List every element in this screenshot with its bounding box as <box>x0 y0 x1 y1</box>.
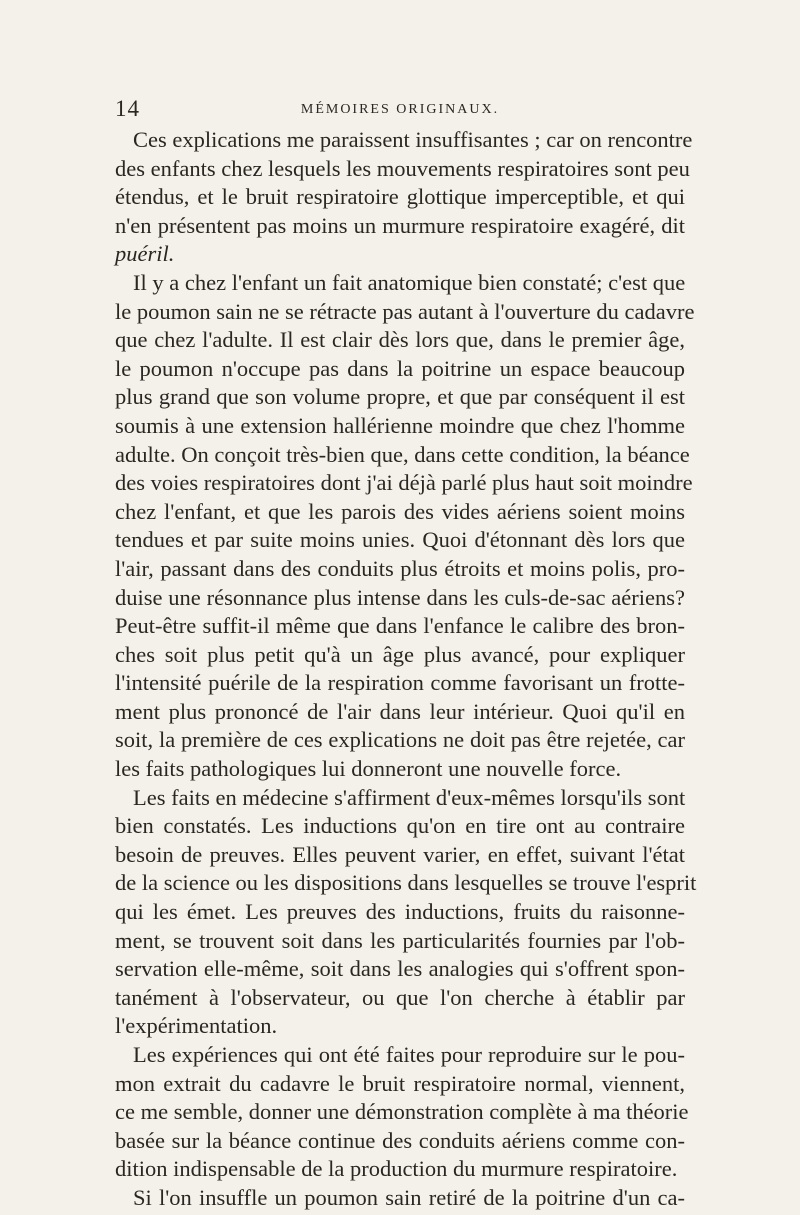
text-line: Si l'on insuffle un poumon sain retiré de la poitrine d'un ca- <box>133 1184 685 1210</box>
text-line: l'intensité puérile de la respiration comme favorisant un frotte- <box>115 670 685 696</box>
text-line: qui les émet. Les preuves des inductions, fruits du raisonne- <box>115 899 685 925</box>
text-line: ment plus prononcé de l'air dans leur intérieur. Quoi qu'il en <box>115 698 685 724</box>
text-line: le poumon sain ne se rétracte pas autant à l'ouverture du cadavre <box>115 298 695 324</box>
text-line: Peut-être suffit-il même que dans l'enfance le calibre des bron- <box>115 613 685 639</box>
paragraph <box>115 784 697 1041</box>
running-title: MÉMOIRES ORIGINAUX. <box>300 102 500 117</box>
paragraph <box>115 126 693 269</box>
paragraph <box>115 1041 689 1184</box>
text-line: servation elle-même, soit dans les analogies qui s'offrent spon- <box>115 956 685 982</box>
text-line: des enfants chez lesquels les mouvements respiratoires sont peu <box>115 155 690 181</box>
paragraph <box>115 1184 685 1213</box>
text-line: de la science ou les dispositions dans lesquelles se trouve l'esprit <box>115 870 697 896</box>
text-line: étendus, et le bruit respiratoire glottique imperceptible, et qui <box>115 184 685 210</box>
text-line: besoin de preuves. Elles peuvent varier, en effet, suivant l'état <box>115 841 685 867</box>
text-line: ce me semble, donner une démonstration complète à ma théorie <box>115 1099 689 1125</box>
text-line: mon extrait du cadavre le bruit respiratoire normal, viennent, <box>115 1070 685 1096</box>
text-line: basée sur la béance continue des conduits aériens comme con- <box>115 1127 685 1153</box>
text-line: tendues et par suite moins unies. Quoi d'étonnant dès lors que <box>115 527 685 553</box>
text-line: tanément à l'observateur, ou que l'on cherche à établir par <box>115 984 685 1010</box>
text-line: que chez l'adulte. Il est clair dès lors que, dans le premier âge, <box>115 327 685 353</box>
text-line: bien constatés. Les inductions qu'on en tire ont au contraire <box>115 813 685 839</box>
text-line: dition indispensable de la production du murmure respiratoire. <box>115 1156 678 1182</box>
text-line: duise une résonnance plus intense dans les culs-de-sac aériens? <box>115 584 685 610</box>
text-line: l'air, passant dans des conduits plus étroits et moins polis, pro- <box>115 555 685 581</box>
text-line: Les faits en médecine s'affirment d'eux-mêmes lorsqu'ils sont <box>133 784 686 810</box>
text-line: ches soit plus petit qu'à un âge plus avancé, pour expliquer <box>115 641 685 667</box>
page-header <box>115 96 685 122</box>
text-line: les faits pathologiques lui donneront une nouvelle force. <box>115 756 622 782</box>
text-line: soumis à une extension hallérienne moindre que chez l'homme <box>115 412 685 438</box>
text-line: ment, se trouvent soit dans les particularités fournies par l'ob- <box>115 927 685 953</box>
body-text <box>115 126 697 1213</box>
page-number: 14 <box>115 96 140 121</box>
text-line: Les expériences qui ont été faites pour reproduire sur le pou- <box>133 1042 685 1067</box>
text-line: Il y a chez l'enfant un fait anatomique bien constaté; c'est que <box>133 269 686 295</box>
text-line: des voies respiratoires dont j'ai déjà parlé plus haut soit moindre <box>115 470 693 496</box>
text-line: puéril. <box>115 241 175 267</box>
paragraph <box>115 269 695 784</box>
text-line: Ces explications me paraissent insuffisantes ; car on rencontre <box>133 127 693 152</box>
text-line: soit, la première de ces explications ne doit pas être rejetée, car <box>115 727 685 753</box>
text-line: plus grand que son volume propre, et que par conséquent il est <box>115 384 685 410</box>
text-line: n'en présentent pas moins un murmure respiratoire exagéré, dit <box>115 212 685 238</box>
text-line: chez l'enfant, et que les parois des vides aériens soient moins <box>115 498 685 524</box>
text-line: l'expérimentation. <box>115 1013 278 1039</box>
text-line: le poumon n'occupe pas dans la poitrine un espace beaucoup <box>115 355 685 381</box>
text-line: adulte. On conçoit très-bien que, dans cette condition, la béance <box>115 441 690 467</box>
